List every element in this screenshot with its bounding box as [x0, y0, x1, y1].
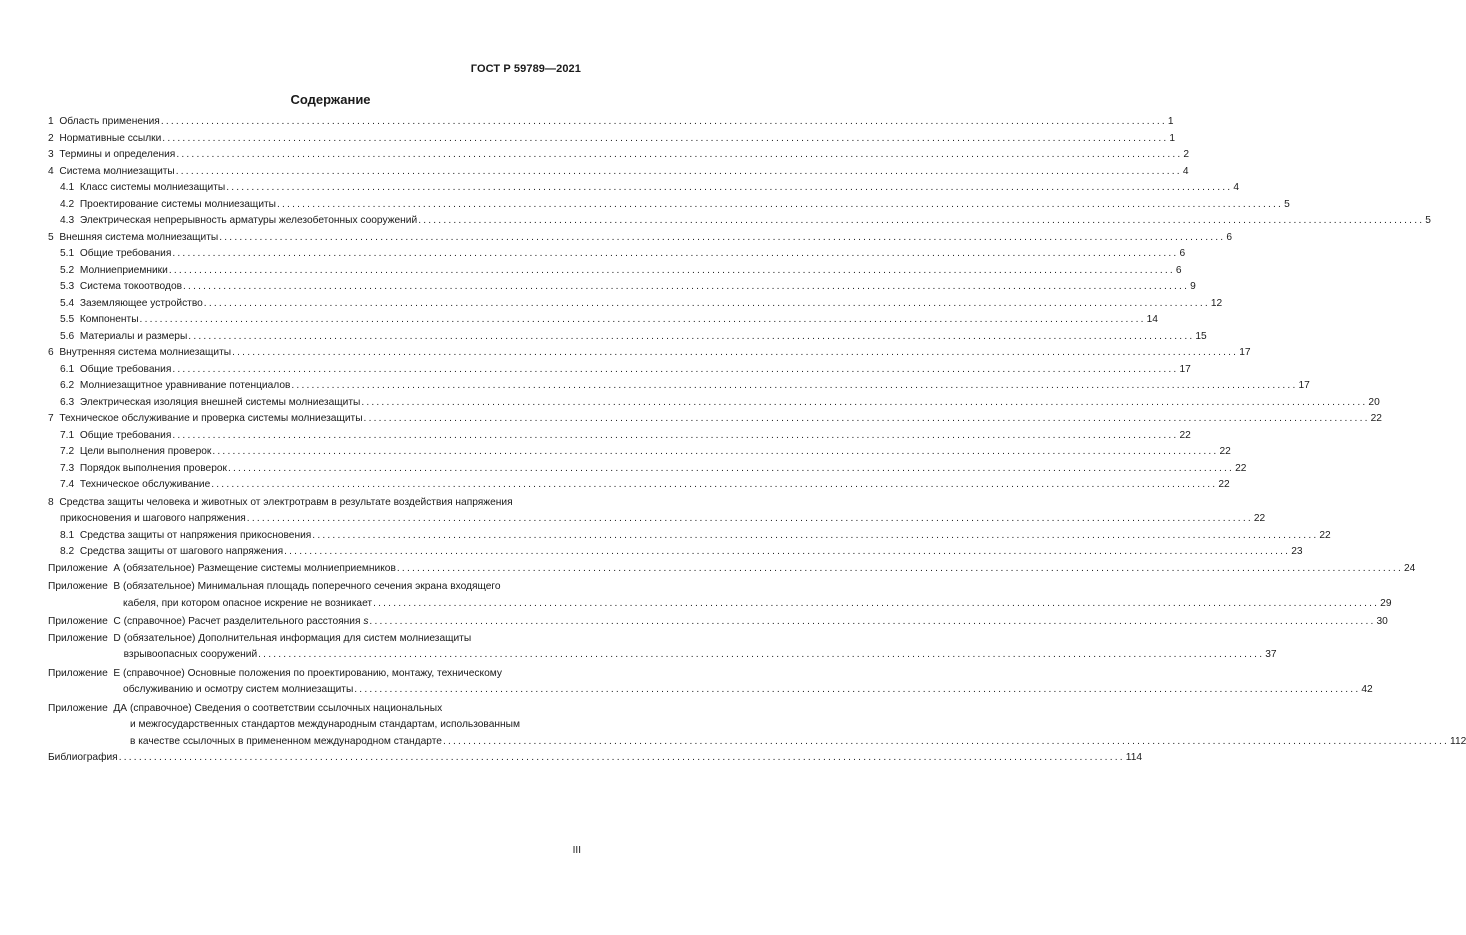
toc-page: 22	[1219, 446, 1231, 457]
toc-page: 22	[1319, 529, 1331, 541]
toc-number: 8.1	[60, 529, 75, 541]
leader-dots: ........................................................................................................................................................................................................	[203, 297, 1210, 309]
toc-entry-5-2[interactable]	[48, 263, 1182, 280]
page-title: Содержание	[290, 92, 371, 107]
toc-page: 30	[1376, 616, 1388, 627]
toc-page: 1	[1167, 116, 1174, 127]
toc-entry-4-3[interactable]	[48, 213, 1431, 230]
appendix-title-continued: и межгосударственных стандартов международным стандартам, использованным	[129, 719, 520, 730]
leader-dots: ........................................................................................................................................................................................................	[291, 380, 1298, 391]
toc-text: Молниеприемники	[79, 264, 168, 276]
toc-number: 6.3	[60, 396, 75, 408]
toc-number: 6	[48, 347, 54, 358]
toc-entry-8-1[interactable]	[48, 528, 1331, 545]
leader-dots: ........................................................................................................................................................................................................	[312, 529, 1319, 541]
toc-number: 7.3	[60, 462, 75, 474]
appendix-prefix: Приложение А	[48, 562, 124, 574]
toc-page: 17	[1179, 363, 1191, 375]
toc-number: 7.4	[60, 479, 75, 490]
toc-entry-4-1[interactable]	[48, 180, 1239, 197]
appendix-title-continued: взрывоопасных сооружений	[123, 649, 258, 660]
toc-appendix-b[interactable]	[48, 579, 1392, 612]
toc-page: 22	[1253, 513, 1266, 524]
toc-page: 112	[1450, 735, 1466, 747]
toc-page: 15	[1195, 330, 1207, 342]
leader-dots: ........................................................................................................................................................................................................	[219, 231, 1226, 243]
toc-text: Электрическая непрерывность арматуры железобетонных сооружений	[79, 215, 418, 226]
toc-page: 5	[1425, 215, 1431, 226]
toc-page: 22	[1235, 462, 1247, 474]
leader-dots: ........................................................................................................................................................................................................	[246, 513, 1253, 524]
toc-text: Техническое обслуживание	[79, 479, 211, 490]
toc-text: Цели выполнения проверок	[79, 446, 212, 457]
toc-text-continued: прикосновения и шагового напряжения	[60, 513, 246, 524]
leader-dots: ........................................................................................................................................................................................................	[160, 116, 1167, 127]
toc-text: Электрическая изоляция внешней системы молниезащиты	[79, 396, 361, 408]
toc-page: 6	[1179, 248, 1186, 259]
toc-text: Проектирование системы молниезащиты	[79, 198, 276, 210]
toc-text: Средства защиты от напряжения прикосновения	[79, 529, 312, 541]
toc-page: 114	[1125, 752, 1143, 763]
toc-appendix-da[interactable]	[48, 701, 1466, 751]
leader-dots: ........................................................................................................................................................................................................	[212, 446, 1219, 457]
toc-page: 42	[1361, 684, 1373, 695]
leader-dots: ........................................................................................................................................................................................................	[369, 616, 1376, 627]
toc-entry-6[interactable]	[48, 345, 1251, 362]
leader-dots: ........................................................................................................................................................................................................	[183, 281, 1190, 292]
toc-text: Система токоотводов	[79, 281, 183, 292]
toc-number: 7	[48, 413, 54, 424]
toc-number: 4	[48, 165, 54, 177]
toc-entry-5-4[interactable]	[48, 296, 1223, 313]
toc-text: Общие требования	[79, 363, 172, 375]
leader-dots: ........................................................................................................................................................................................................	[118, 752, 1125, 763]
appendix-title: (справочное) Основные положения по проектированию, монтажу, техническому	[123, 667, 502, 679]
toc-entry-5-5[interactable]	[48, 312, 1158, 329]
leader-dots: ........................................................................................................................................................................................................	[188, 330, 1195, 342]
leader-dots: ........................................................................................................................................................................................................	[175, 165, 1182, 177]
toc-page: 20	[1368, 396, 1380, 408]
toc-number: 4.2	[60, 198, 75, 210]
toc-page: 22	[1370, 413, 1382, 424]
leader-dots: ........................................................................................................................................................................................................	[172, 363, 1179, 375]
toc-entry-6-2[interactable]	[48, 378, 1310, 395]
toc-entry-8-2[interactable]	[48, 544, 1303, 561]
leader-dots: ........................................................................................................................................................................................................	[442, 735, 1450, 747]
toc-page: 17	[1239, 347, 1251, 358]
toc-main-section	[48, 114, 1431, 494]
toc-text: Техническое обслуживание и проверка системы молниезащиты	[59, 413, 363, 424]
leader-dots: ........................................................................................................................................................................................................	[168, 264, 1175, 276]
toc-text: Молниезащитное уравнивание потенциалов	[79, 380, 291, 391]
toc-text: Порядок выполнения проверок	[79, 462, 227, 474]
toc-text: Средства защиты от шагового напряжения	[79, 546, 284, 557]
toc-text: Внутренняя система молниезащиты	[59, 347, 232, 358]
toc-entry-7-1[interactable]	[48, 428, 1191, 445]
toc-page: 29	[1380, 597, 1392, 609]
symbol-s: s	[363, 616, 369, 627]
appendix-prefix: Приложение В	[48, 581, 124, 592]
toc-number: 5.6	[60, 330, 75, 342]
toc-number: 8	[48, 496, 54, 508]
toc-appendix-d[interactable]	[48, 631, 1277, 664]
toc-text: Материалы и размеры	[79, 330, 188, 342]
toc-number: 2	[48, 132, 54, 144]
appendix-prefix: Приложение ДА	[48, 702, 130, 714]
toc-appendix-c[interactable]	[48, 614, 1388, 631]
toc-text: Нормативные ссылки	[59, 132, 162, 144]
toc-text: Система молниезащиты	[59, 165, 175, 177]
toc-number: 7.1	[60, 429, 75, 441]
leader-dots: ........................................................................................................................................................................................................	[396, 562, 1403, 574]
toc-entry-5-6[interactable]	[48, 329, 1207, 346]
leader-dots: ........................................................................................................................................................................................................	[172, 248, 1179, 259]
toc-entry-7-2[interactable]	[48, 444, 1231, 461]
leader-dots: ........................................................................................................................................................................................................	[418, 215, 1425, 226]
appendix-title-continued: обслуживанию и осмотру систем молниезащиты	[123, 684, 354, 695]
toc-number: 1	[48, 116, 54, 127]
leader-dots: ........................................................................................................................................................................................................	[211, 479, 1218, 490]
leader-dots: ........................................................................................................................................................................................................	[373, 597, 1380, 609]
toc-number: 3	[48, 149, 54, 160]
bibliography-label: Библиография	[48, 752, 118, 763]
toc-page: 37	[1265, 649, 1277, 660]
toc-number: 4.1	[60, 182, 75, 193]
toc-bibliography[interactable]	[48, 750, 1143, 767]
leader-dots: ........................................................................................................................................................................................................	[277, 198, 1284, 210]
toc-entry-5-3[interactable]	[48, 279, 1196, 296]
toc-number: 6.2	[60, 380, 75, 391]
toc-entry-1[interactable]	[48, 114, 1174, 131]
toc-page: 22	[1179, 429, 1191, 441]
toc-text: Общие требования	[79, 429, 172, 441]
toc-page: 17	[1298, 380, 1310, 391]
toc-entry-5-1[interactable]	[48, 246, 1186, 263]
toc-section-8-subitems	[48, 528, 1331, 561]
toc-page: 23	[1291, 546, 1303, 557]
toc-entry-4[interactable]	[48, 164, 1189, 181]
appendix-title-continued: в качестве ссылочных в примененном международном стандарте	[129, 735, 442, 747]
toc-number: 7.2	[60, 446, 75, 457]
appendix-prefix: Приложение С	[48, 616, 124, 627]
toc-page: 4	[1182, 165, 1189, 177]
appendix-title: (справочное) Сведения о соответствии ссылочных национальных	[129, 702, 443, 714]
leader-dots: ........................................................................................................................................................................................................	[258, 649, 1265, 660]
toc-text: Термины и определения	[59, 149, 176, 160]
toc-entry-7-4[interactable]	[48, 477, 1230, 494]
leader-dots: ........................................................................................................................................................................................................	[139, 314, 1146, 325]
appendix-title: (обязательное) Дополнительная информация для систем молниезащиты	[123, 632, 472, 644]
leader-dots: ........................................................................................................................................................................................................	[363, 413, 1370, 424]
toc-number: 4.3	[60, 215, 75, 226]
toc-text: Средства защиты человека и животных от электротравм в результате воздействия напряжения	[59, 496, 513, 508]
toc-number: 5.5	[60, 314, 75, 325]
toc-page: 14	[1146, 314, 1158, 325]
toc-entry-7[interactable]	[48, 411, 1382, 428]
toc-entry-8[interactable]	[48, 495, 1266, 528]
toc-entry-2[interactable]	[48, 131, 1176, 148]
leader-dots: ........................................................................................................................................................................................................	[361, 396, 1368, 408]
toc-text: Класс системы молниезащиты	[79, 182, 226, 193]
toc-page: 1	[1169, 132, 1176, 144]
toc-appendix-a[interactable]	[48, 561, 1416, 578]
leader-dots: ........................................................................................................................................................................................................	[226, 182, 1233, 193]
toc-page: 12	[1210, 297, 1223, 309]
page-number: III	[572, 845, 581, 856]
toc-entry-7-3[interactable]	[48, 461, 1247, 478]
toc-page: 6	[1226, 231, 1232, 243]
appendix-title-continued: кабеля, при котором опасное искрение не возникает	[123, 597, 373, 609]
toc-number: 6.1	[60, 363, 75, 375]
table-of-contents	[48, 114, 1466, 767]
toc-number: 8.2	[60, 546, 75, 557]
toc-text: Общие требования	[79, 248, 172, 259]
toc-text: Область применения	[59, 116, 160, 127]
toc-page: 4	[1233, 182, 1239, 193]
appendix-title: (обязательное) Размещение системы молниеприемников	[123, 562, 396, 574]
leader-dots: ........................................................................................................................................................................................................	[162, 132, 1169, 144]
appendix-title: (обязательное) Минимальная площадь поперечного сечения экрана входящего	[123, 581, 501, 592]
toc-entry-5[interactable]	[48, 230, 1232, 247]
leader-dots: ........................................................................................................................................................................................................	[172, 429, 1179, 441]
toc-entry-3[interactable]	[48, 147, 1190, 164]
toc-page: 2	[1183, 149, 1190, 160]
leader-dots: ........................................................................................................................................................................................................	[354, 684, 1361, 695]
standard-designation: ГОСТ Р 59789—2021	[470, 63, 581, 75]
toc-number: 5.1	[60, 248, 75, 259]
toc-entry-4-2[interactable]	[48, 197, 1290, 214]
appendix-title: (справочное) Расчет разделительного расстояния	[123, 616, 361, 627]
toc-page: 24	[1403, 562, 1416, 574]
toc-page: 22	[1218, 479, 1230, 490]
toc-text: Заземляющее устройство	[79, 297, 203, 309]
toc-entry-6-1[interactable]	[48, 362, 1191, 379]
toc-text: Внешняя система молниезащиты	[59, 231, 219, 243]
toc-appendix-e[interactable]	[48, 666, 1373, 699]
leader-dots: ........................................................................................................................................................................................................	[284, 546, 1291, 557]
leader-dots: ........................................................................................................................................................................................................	[176, 149, 1183, 160]
leader-dots: ........................................................................................................................................................................................................	[232, 347, 1239, 358]
toc-text: Компоненты	[79, 314, 139, 325]
toc-number: 5.4	[60, 297, 75, 309]
toc-number: 5.3	[60, 281, 75, 292]
appendix-prefix: Приложение Е	[48, 667, 124, 679]
toc-entry-6-3[interactable]	[48, 395, 1380, 412]
toc-page: 9	[1190, 281, 1196, 292]
toc-number: 5.2	[60, 264, 75, 276]
toc-page: 5	[1284, 198, 1290, 210]
leader-dots: ........................................................................................................................................................................................................	[228, 462, 1235, 474]
appendix-prefix: Приложение D	[48, 632, 124, 644]
toc-number: 5	[48, 231, 54, 243]
toc-page: 6	[1175, 264, 1182, 276]
